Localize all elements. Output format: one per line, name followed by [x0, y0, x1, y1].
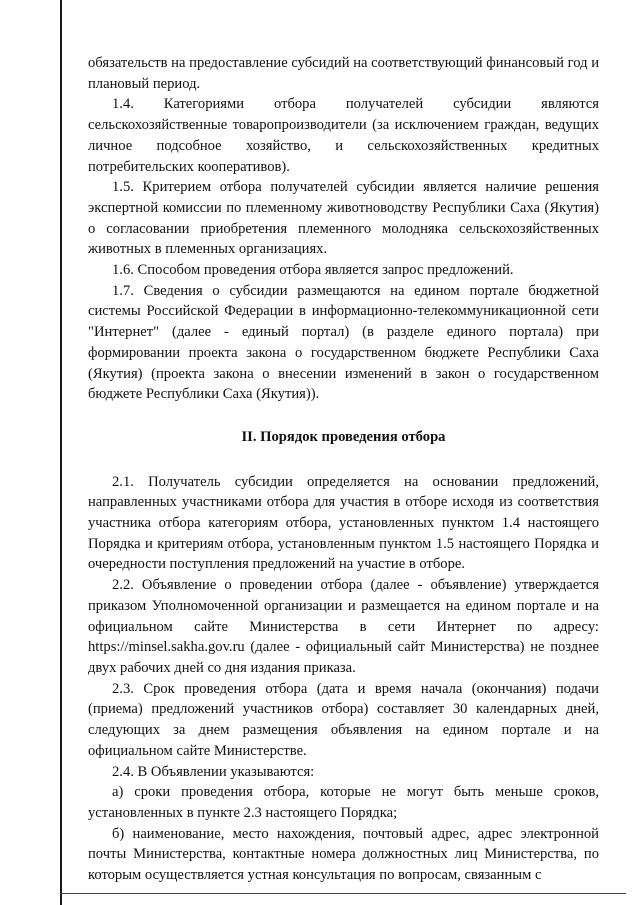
paragraph-1-5: 1.5. Критерием отбора получателей субсидии является наличие решения экспертной комиссии по племенному животноводству Республики Саха (Якутия) о согласовании приобретения племенного молодняка сельскохозяйственных животных в племенных организациях. [88, 179, 599, 258]
paragraph-2-4-a: а) сроки проведения отбора, которые не могут быть меньше сроков, установленных в пункте 2.3 настоящего Порядка; [88, 784, 599, 821]
paragraph-2-2: 2.2. Объявление о проведении отбора (далее - объявление) утверждается приказом Уполномоченной организации и размещается на едином портале и на официальном сайте Министерства в сети Интернет по адресу: https://minsel.sakha.gov.ru (далее - официальный сайт Министерства) не позднее двух рабочих дней со дня издания приказа. [88, 577, 599, 676]
paragraph-2-1: 2.1. Получатель субсидии определяется на основании предложений, направленных участниками отбора для участия в отборе исходя из соответствия участника отбора категориям отбора, установленных пунктом 1.4 настоящего Порядка и критериям отбора, установленным пунктом 1.5 настоящего Порядка и очередности поступления предложений на участие в отборе. [88, 473, 599, 573]
paragraph-1-6: 1.6. Способом проведения отбора является запрос предложений. [112, 262, 514, 279]
bottom-margin-line [60, 893, 626, 894]
paragraph-continuation: обязательств на предоставление субсидий на соответствующий финансовый год и плановый период. [88, 55, 599, 92]
section-heading: II. Порядок проведения отбора [241, 428, 446, 445]
paragraph-1-4: 1.4. Категориями отбора получателей субсидии являются сельскохозяйственные товаропроизводители (за исключением граждан, ведущих личное подсобное хозяйство, и сельскохозяйственных кредитных потребительских кооперативов). [88, 96, 599, 175]
paragraph-2-3: 2.3. Срок проведения отбора (дата и время начала (окончания) подачи (приема) предложений участников отбора) составляет 30 календарных дней, следующих за днем размещения объявления на едином портале и на официальном сайте Министерстве. [88, 680, 599, 759]
paragraph-1-7: 1.7. Сведения о субсидии размещаются на едином портале бюджетной системы Российской Федерации в информационно-телекоммуникационной сети "Интернет" (далее - единый портал) (в разделе единого портала) при формировании проекта закона о государственном бюджете Республики Саха (Якутия) (проекта закона о внесении изменений в закон о государственном бюджете Республики Саха (Якутия)). [88, 282, 599, 403]
left-margin-line [60, 0, 62, 905]
paragraph-2-4-b: б) наименование, место нахождения, почтовый адрес, адрес электронной почты Министерства, контактные номера должностных лиц Министерства, по которым осуществляется устная консультация по вопросам, связанным с [88, 825, 599, 884]
document-page [88, 53, 599, 886]
paragraph-2-4: 2.4. В Объявлении указываются: [112, 763, 315, 780]
